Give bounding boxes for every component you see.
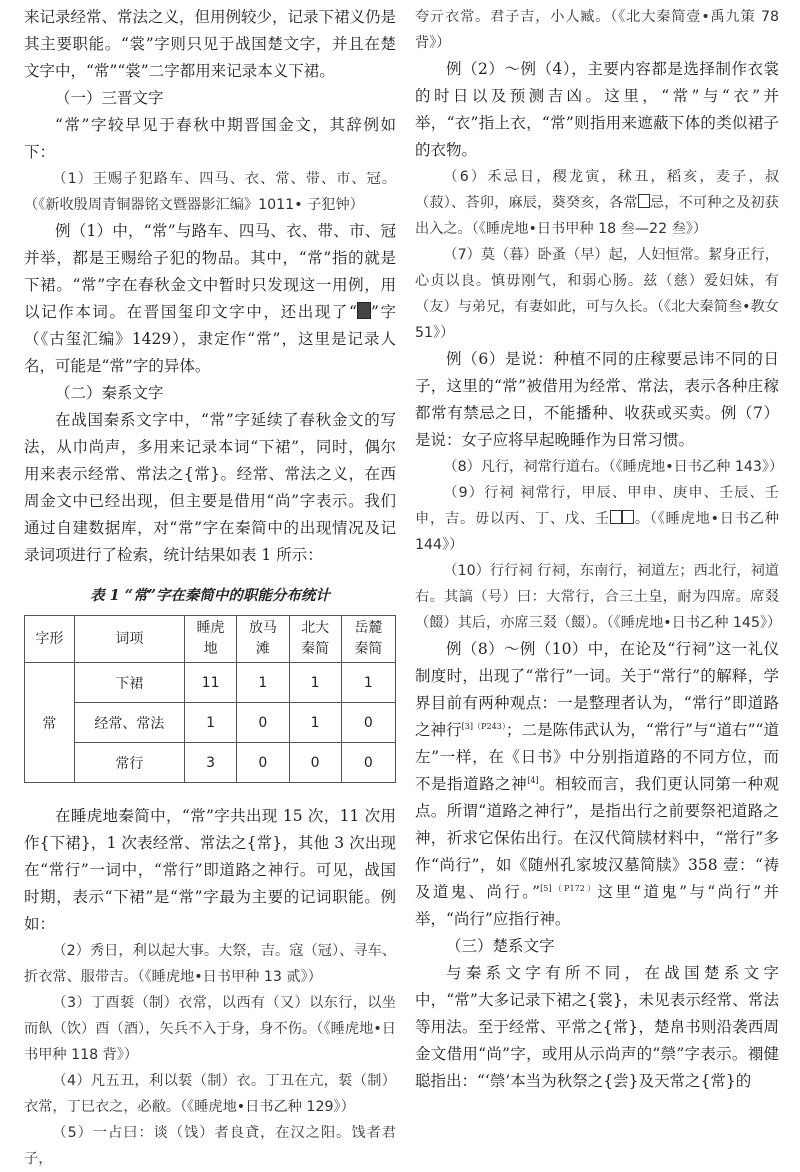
table-cell: 下裙	[74, 663, 184, 703]
paragraph: 与秦系文字有所不同，在战国楚系文字中，“常”大多记录下裙之{裳}，未见表示经常、常法等用法。至于经常、平常之{常}，楚帛书则沿袭西周金文借用“尚”字，或用从示尚声的“禜”字表示。禤健聪指出：“‘禜’本当为秋祭之{尝}及天常之{常}的	[415, 964, 779, 1090]
paragraph: 例（8）～例（10）中，在论及“行祠”这一礼仪制度时，出现了“常行”一词。关于“常行”的解释，学界目前有两种观点：一是整理者认为，“常行”即道路之神行$^{[3](P243)}$；二是陈伟武认为，“常行”与“道右”“道左”一样，在《日书》中分别指道路的不同方位，而不是指道路之神[4]。相较而言，我们更认同第一种观点。所谓“道路之神行”，是指出行之前要祭祀道路之神，祈求它保佑出行。在汉代简牍材料中，“常行”多作“尚行”，如《随州孔家坡汉墓简牍》358 壹：“祷及道鬼、尚行。”$^{[5](P172)}$这里“道鬼”与“尚行”并举，“尚行”应指行神。	[415, 640, 780, 928]
example: （6）禾忌日，稷龙寅，秫丑，稻亥，麦子，叔（菽）、荅卯，麻辰，葵癸亥，各常 忌，不可种之及初获出入之。（《睡虎地•日书甲种 18 叁—22 叁》）	[415, 169, 779, 237]
missing-char-box	[638, 194, 650, 208]
table-cell: 1	[237, 663, 289, 703]
table-cell: 0	[341, 743, 395, 783]
table-caption: 表 1 “常”字在秦简中的职能分布统计	[90, 587, 330, 604]
example: （4）凡五丑，利以裚（制）衣。丁丑在亢，裚（制）衣常，丁巳衣之，必敝。（《睡虎地•日书乙种 129》）	[24, 1073, 396, 1115]
table-header-cell: 放马滩	[237, 616, 289, 663]
table-cell: 0	[237, 703, 289, 743]
stats-table	[24, 615, 396, 783]
paragraph: 在战国秦系文字中，“常”字延续了春秋金文的写法，从巾尚声，多用来记录本词“下裙”，同时，偶尔用来表示经常、常法之{常}。经常、常法之义，在西周金文中已经出现，但主要是借用“尚”字表示。我们通过自建数据库，对“常”字在秦简中的出现情况及记录词项进行了检索，统计结果如表 1 所示：	[24, 411, 396, 564]
table-cell: 1	[184, 703, 236, 743]
table-cell: 0	[341, 703, 395, 743]
citation: [3]（P243）	[461, 721, 506, 731]
example: （8）凡行，祠常行道右。（《睡虎地•日书乙种 143》）	[443, 459, 784, 475]
table-cell: 1	[341, 663, 395, 703]
table-cell: 1	[289, 663, 341, 703]
table-cell: 常行	[74, 743, 184, 783]
paragraph: 例（6）是说：种植不同的庄稼要忌讳不同的日子，这里的“常”被借用为经常、常法，表示各种庄稼都常有禁忌之日，不能播种、收获或买卖。例（7）是说：女子应将早起晚睡作为日常习惯。	[415, 350, 779, 449]
example: 夸亓衣常。君子吉，小人臧。（《北大秦简壹•禹九策 78 背》）	[415, 9, 779, 51]
table-header-cell: 字形	[25, 616, 75, 663]
section-heading: （二）秦系文字	[55, 384, 164, 402]
paragraph: 例（2）～例（4），主要内容都是选择制作衣裳的时日以及预测吉凶。这里，“常”与“衣”并举，“衣”指上衣，“常”则指用来遮蔽下体的类似裙子的衣物。	[415, 60, 779, 159]
section-heading: （一）三晋文字	[55, 89, 164, 107]
seal-glyph-image	[357, 302, 371, 319]
paragraph: 来记录经常、常法之义，但用例较少，记录下裙义仍是其主要职能。“裳”字则只见于战国楚文字，并且在楚文字中，“常”“裳”二字都用来记录本义下裙。	[24, 8, 397, 80]
example: （7）莫（暮）卧蚤（早）起，人妇恒常。絜身正行，心贞以良。慎毋刚气，和弱心肠。兹（慈）爱妇妹，有（友）与弟兄，有妻如此，可与久长。（《北大秦简叁•教女 51》）	[415, 247, 779, 341]
example: （5）一占曰：谈（饯）者良貣，在汉之阳。饯者君子，	[24, 1125, 396, 1167]
table-row	[25, 703, 396, 743]
section-heading: （三）楚系文字	[446, 937, 555, 955]
table-cell: 0	[237, 743, 289, 783]
example: （1）王赐子犯路车、四马、衣、常、带、市、冠。（《新收殷周青铜器铭文暨器影汇编》1011• 子犯钟）	[24, 171, 396, 213]
table-header-cell: 睡虎地	[184, 616, 236, 663]
paragraph: 例（1）中，“常”与路车、四马、衣、带、市、冠并举，都是王赐给子犯的物品。其中，“常”指的就是下裙。“常”字在春秋金文中暂时只发现这一用例，用以记作本词。在晋国玺印文字中，还出现了“ ”字（《古玺汇编》1429），隶定作“常”，这里是记录人名，可能是“常”字的异体。	[24, 222, 396, 375]
paragraph: “常”字较早见于春秋中期晋国金文，其辞例如下：	[24, 116, 396, 161]
right-column	[415, 4, 784, 1095]
table-row	[25, 743, 396, 783]
table-row	[25, 663, 396, 703]
citation: [5]（P172）	[540, 883, 598, 893]
left-column	[24, 4, 396, 1172]
example: （9）行祠 祠常行，甲辰、甲申、庚申、壬辰、壬申，吉。毋以丙、丁、戊、壬 。（《睡虎地•日书乙种 144》）	[415, 485, 779, 553]
example: （2）秀日，利以起大事。大祭，吉。寇（冠）、寻车、折衣常、服带吉。（《睡虎地•日书甲种 13 贰》）	[24, 943, 396, 985]
table-cell: 0	[289, 743, 341, 783]
example: （10）行行祠 行祠，东南行，祠道左；西北行，祠道右。其謞（号）曰：大常行，合三土皇，耐为四席。席叕（餟）其后，亦席三叕（餟）。（《睡虎地•日书乙种 145》）	[415, 563, 782, 631]
table-cell: 经常、常法	[74, 703, 184, 743]
table-header-cell: 岳麓秦简	[341, 616, 395, 663]
missing-char-box	[622, 510, 634, 524]
missing-char-box	[610, 510, 622, 524]
table-cell: 3	[184, 743, 236, 783]
table-header-cell: 北大秦简	[289, 616, 341, 663]
table-header-row	[25, 616, 396, 663]
table-header-cell: 词项	[74, 616, 184, 663]
citation: [4]	[527, 775, 539, 785]
table-cell: 11	[184, 663, 236, 703]
table-cell: 常	[25, 663, 75, 783]
paragraph: 在睡虎地秦简中，“常”字共出现 15 次，11 次用作{下裙}，1 次表经常、常法之{常}，其他 3 次出现在“常行”一词中，“常行”即道路之神行。可见，战国时期，表示“下裙”是“常”字最为主要的记词职能。例如：	[24, 807, 396, 933]
example: （3）丁酉裚（制）衣常，以西有（又）以东行，以坐而飤（饮）酉（酒），矢兵不入于身，身不伤。（《睡虎地•日书甲种 118 背》）	[24, 995, 396, 1063]
table-cell: 1	[289, 703, 341, 743]
